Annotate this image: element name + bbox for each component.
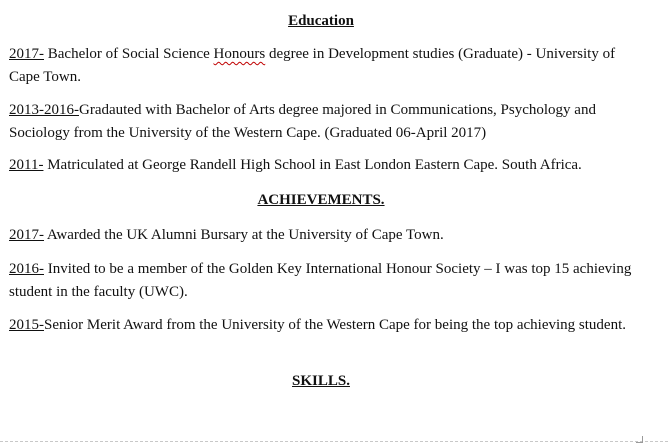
entry-year: 2013-2016-	[9, 102, 79, 118]
entry-year: 2017-	[9, 46, 44, 62]
entry-year: 2016-	[9, 261, 44, 277]
achievements-heading: ACHIEVEMENTS.	[257, 192, 385, 208]
entry-text: Matriculated at George Randell High School in East London Eastern Cape. South Africa.	[43, 157, 582, 173]
education-entry-2013-2016	[9, 99, 639, 144]
entry-text: Senior Merit Award from the University of the Western Cape for being the top achieving student.	[44, 317, 626, 333]
education-heading: Education	[288, 13, 354, 29]
entry-text: degree in Development studies (Graduate) - University of Cape Town.	[9, 46, 616, 85]
education-entry-2017	[9, 43, 639, 88]
page-boundary-line	[0, 441, 668, 442]
page-corner-mark	[636, 436, 643, 443]
entry-text: Bachelor of Social Science	[44, 46, 214, 62]
entry-year: 2011-	[9, 157, 44, 173]
achievement-entry-2016	[9, 258, 639, 303]
achievement-entry-2017	[9, 224, 639, 247]
entry-text: Gradauted with Bachelor of Arts degree majored in Communications, Psychology and Sociology from the University of the Western Cape. (Graduated 06-April 2017)	[9, 102, 596, 141]
entry-year: 2017-	[9, 227, 44, 243]
entry-year: 2015-	[9, 317, 44, 333]
skills-heading: SKILLS.	[292, 373, 350, 389]
entry-text: Invited to be a member of the Golden Key International Honour Society – I was top 15 achieving student in the faculty (UWC).	[9, 261, 632, 300]
education-entry-2011	[9, 154, 639, 177]
spellcheck-flagged-word[interactable]: Honours	[213, 46, 266, 62]
achievement-entry-2015	[9, 314, 639, 337]
entry-text: Awarded the UK Alumni Bursary at the University of Cape Town.	[44, 227, 444, 243]
